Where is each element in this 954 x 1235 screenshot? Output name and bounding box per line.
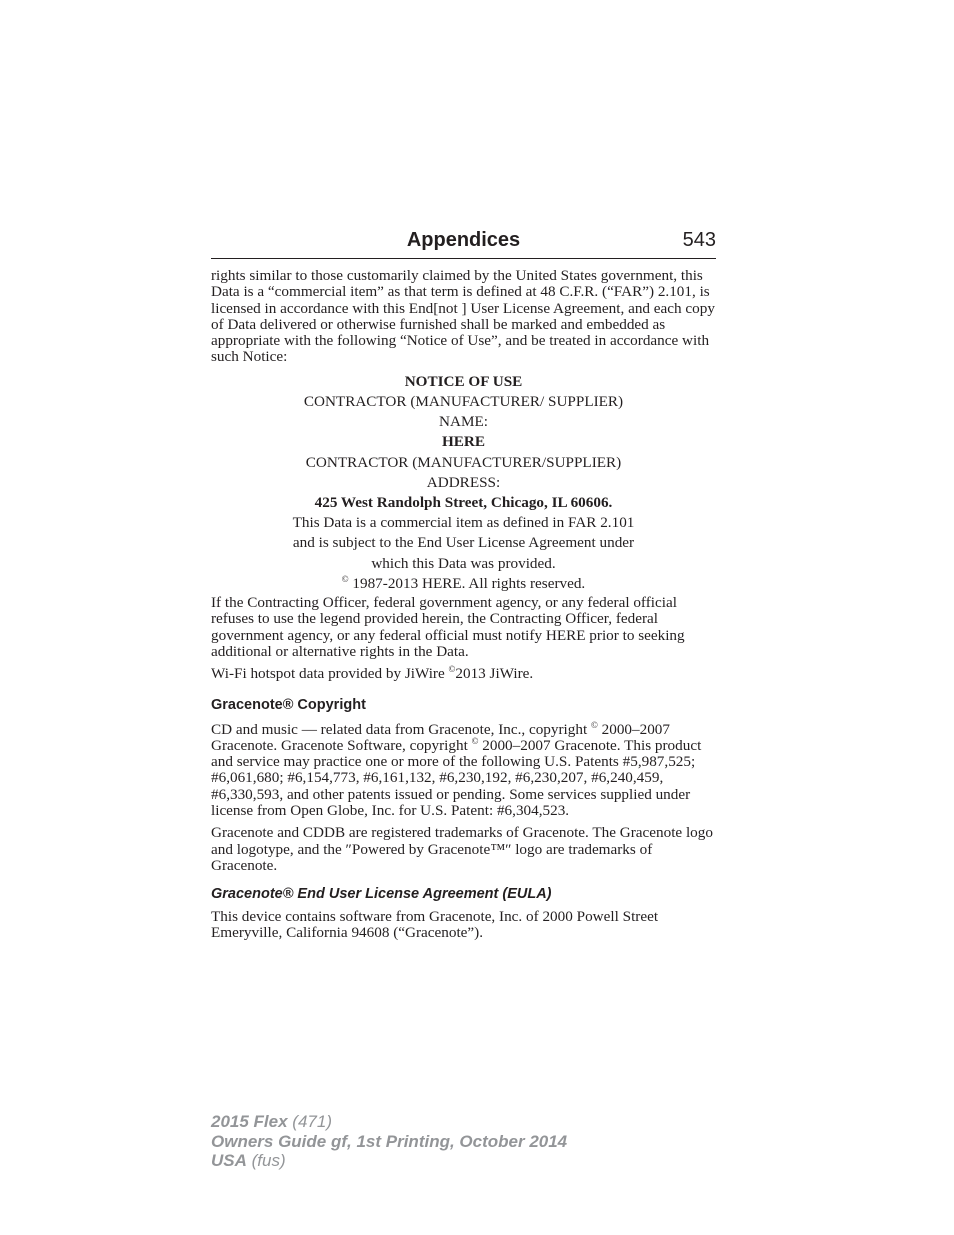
contractor-name-label-2: NAME: <box>439 413 488 431</box>
gracenote-copyright-part-3: 2000–2007 Gracenote. This product and service may practice one or more of the following U.S. Patents #5,987,525; #6,061,680; #6,154,773, #6,161,132, #6,230,192, #6,230,207, #6,240,459, #6,330,593, and other patents issued or pending. Some services supplied under license from Open Globe, Inc. for U.S. Patent: #6,304,523. <box>211 736 702 819</box>
notice-statement-line-1: This Data is a commercial item as defined in FAR 2.101 <box>292 514 635 532</box>
contractor-name: HERE <box>441 433 486 451</box>
notice-copyright <box>211 574 716 594</box>
contractor-name-label-1: CONTRACTOR (MANUFACTURER/ SUPPLIER) <box>303 392 624 410</box>
wifi-text-after: 2013 JiWire. <box>455 665 534 683</box>
footer-model-code: (471) <box>292 1112 332 1131</box>
notice-statement-line-3: which this Data was provided. <box>371 554 556 572</box>
gracenote-copyright-heading: Gracenote® Copyright <box>211 696 366 713</box>
footer-market: USA <box>211 1151 247 1170</box>
wifi-text-before: Wi-Fi hotspot data provided by JiWire <box>211 665 449 683</box>
notice-title: NOTICE OF USE <box>404 372 523 390</box>
gracenote-eula-paragraph: This device contains software from Gracenote, Inc. of 2000 Powell Street Emeryville, California 94608 (“Gracenote”). <box>211 908 659 942</box>
contractor-address-label-2: ADDRESS: <box>426 473 501 491</box>
copyright-symbol: © <box>471 735 479 746</box>
copyright-symbol: © <box>590 719 598 730</box>
notice-statement-line-2: and is subject to the End User License Agreement under <box>292 534 635 552</box>
gracenote-trademark-paragraph: Gracenote and CDDB are registered trademarks of Gracenote. The Gracenote logo and logotype, and the ″Powered by Gracenote™″ logo are trademarks of Gracenote. <box>211 824 713 874</box>
gracenote-copyright-part-2: 2000–2007 Gracenote. Gracenote Software, copyright <box>211 720 670 754</box>
footer-market-code: (fus) <box>251 1151 286 1170</box>
notice-of-use-block <box>211 372 716 594</box>
footer-market-line <box>211 1151 567 1171</box>
notice-copyright-text: 1987-2013 HERE. All rights reserved. <box>348 574 586 592</box>
gracenote-eula-heading: Gracenote® End User License Agreement (EULA) <box>211 886 552 903</box>
footer-model-line <box>211 1112 567 1132</box>
gracenote-copyright-paragraph-1 <box>211 719 716 820</box>
wifi-paragraph <box>211 666 716 682</box>
copyright-symbol: © <box>341 573 349 584</box>
page-body <box>211 268 716 948</box>
page-number: 543 <box>682 229 716 251</box>
footer-guide-line: Owners Guide gf, 1st Printing, October 2014 <box>211 1131 568 1151</box>
contractor-address: 425 West Randolph Street, Chicago, IL 60606. <box>314 494 613 511</box>
contractor-address-label-1: CONTRACTOR (MANUFACTURER/SUPPLIER) <box>305 453 622 471</box>
contracting-officer-paragraph: If the Contracting Officer, federal government agency, or any federal official refuses to use the legend provided herein, the Contracting Officer, federal government agency, or any federal official must notify HERE prior to seeking additional or alternative rights in the Data. <box>211 594 685 660</box>
copyright-symbol: © <box>448 664 456 675</box>
page-header <box>211 229 716 259</box>
page-footer <box>211 1112 567 1171</box>
gracenote-copyright-part-1: CD and music — related data from Gracenote, Inc., copyright <box>211 720 591 738</box>
footer-model: 2015 Flex <box>211 1112 288 1131</box>
section-title: Appendices <box>406 229 521 251</box>
intro-paragraph: rights similar to those customarily claimed by the United States government, this Data is a “commercial item” as that term is defined at 48 C.F.R. (“FAR”) 2.101, is licensed in accordance with this End[not ] User License Agreement, and each copy of Data delivered or otherwise furnished shall be marked and embedded as appropriate with the following “Notice of Use”, and be treated in accordance with such Notice: <box>211 267 715 366</box>
